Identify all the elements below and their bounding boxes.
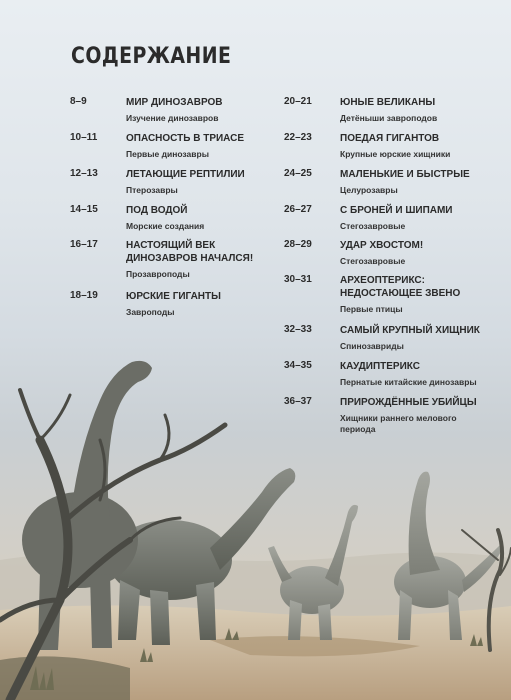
toc-heading-text: САМЫЙ КРУПНЫЙ ХИЩНИК	[340, 325, 480, 336]
toc-heading	[126, 239, 276, 280]
toc-heading-text: КАУДИПТЕРИКС	[340, 361, 420, 372]
toc-page-numbers: 26–27	[284, 204, 312, 215]
toc-heading-text: МИР ДИНОЗАВРОВ	[126, 97, 223, 108]
toc-page-numbers: 22–23	[284, 132, 312, 143]
toc-page-numbers: 30–31	[284, 274, 312, 285]
toc-subheading: Прозавроподы	[126, 269, 190, 279]
toc-page-numbers: 18–19	[70, 290, 98, 301]
toc-page-numbers: 36–37	[284, 396, 312, 407]
toc-heading	[340, 396, 490, 435]
page-title: СОДЕРЖАНИЕ	[71, 44, 232, 69]
toc-heading	[126, 204, 276, 232]
toc-heading-text: ЛЕТАЮЩИЕ РЕПТИЛИИ	[126, 169, 245, 180]
toc-heading	[340, 239, 490, 267]
toc-heading	[340, 96, 490, 124]
toc-heading	[340, 132, 490, 160]
toc-subheading: Первые динозавры	[126, 149, 209, 159]
toc-heading-text: АРХЕОПТЕРИКС: НЕДОСТАЮЩЕЕ ЗВЕНО	[340, 275, 461, 299]
toc-heading	[340, 360, 490, 388]
toc-heading	[126, 290, 276, 318]
toc-heading	[340, 324, 490, 352]
toc-heading-text: ЮНЫЕ ВЕЛИКАНЫ	[340, 97, 436, 108]
toc-subheading: Морские создания	[126, 221, 205, 231]
toc-page-numbers: 32–33	[284, 324, 312, 335]
toc-subheading: Завроподы	[126, 307, 175, 317]
toc-subheading: Хищники раннего мелового периода	[340, 413, 457, 434]
toc-subheading: Изучение динозавров	[126, 113, 219, 123]
toc-subheading: Спинозавриды	[340, 341, 404, 351]
toc-heading	[126, 168, 276, 196]
toc-subheading: Стегозавровые	[340, 221, 406, 231]
toc-subheading: Детёныши завроподов	[340, 113, 438, 123]
toc-heading-text: ЮРСКИЕ ГИГАНТЫ	[126, 291, 221, 302]
toc-heading-text: ПОД ВОДОЙ	[126, 205, 188, 216]
toc-heading-text: ПРИРОЖДЁННЫЕ УБИЙЦЫ	[340, 397, 477, 408]
toc-page-numbers: 8–9	[70, 96, 87, 107]
toc-heading	[126, 132, 276, 160]
toc-page-numbers: 34–35	[284, 360, 312, 371]
toc-heading	[340, 204, 490, 232]
toc-subheading: Птерозавры	[126, 185, 178, 195]
toc-subheading: Стегозавровые	[340, 256, 406, 266]
toc-heading	[340, 274, 490, 315]
toc-heading	[126, 96, 276, 124]
toc-page-numbers: 12–13	[70, 168, 98, 179]
toc-page-numbers: 20–21	[284, 96, 312, 107]
toc-subheading: Целурозавры	[340, 185, 398, 195]
toc-page-numbers: 28–29	[284, 239, 312, 250]
toc-heading-text: С БРОНЕЙ И ШИПАМИ	[340, 205, 453, 216]
toc-page-numbers: 16–17	[70, 239, 98, 250]
toc-page-numbers: 24–25	[284, 168, 312, 179]
toc-page-numbers: 14–15	[70, 204, 98, 215]
toc-heading-text: ПОЕДАЯ ГИГАНТОВ	[340, 133, 440, 144]
toc-heading	[340, 168, 490, 196]
toc-page-numbers: 10–11	[70, 132, 98, 143]
toc-subheading: Пернатые китайские динозавры	[340, 377, 477, 387]
toc-heading-text: НАСТОЯЩИЙ ВЕК ДИНОЗАВРОВ НАЧАЛСЯ!	[126, 240, 254, 264]
toc-subheading: Первые птицы	[340, 304, 403, 314]
toc-heading-text: УДАР ХВОСТОМ!	[340, 240, 424, 251]
toc-heading-text: МАЛЕНЬКИЕ И БЫСТРЫЕ	[340, 169, 470, 180]
toc-subheading: Крупные юрские хищники	[340, 149, 451, 159]
toc-heading-text: ОПАСНОСТЬ В ТРИАСЕ	[126, 133, 245, 144]
